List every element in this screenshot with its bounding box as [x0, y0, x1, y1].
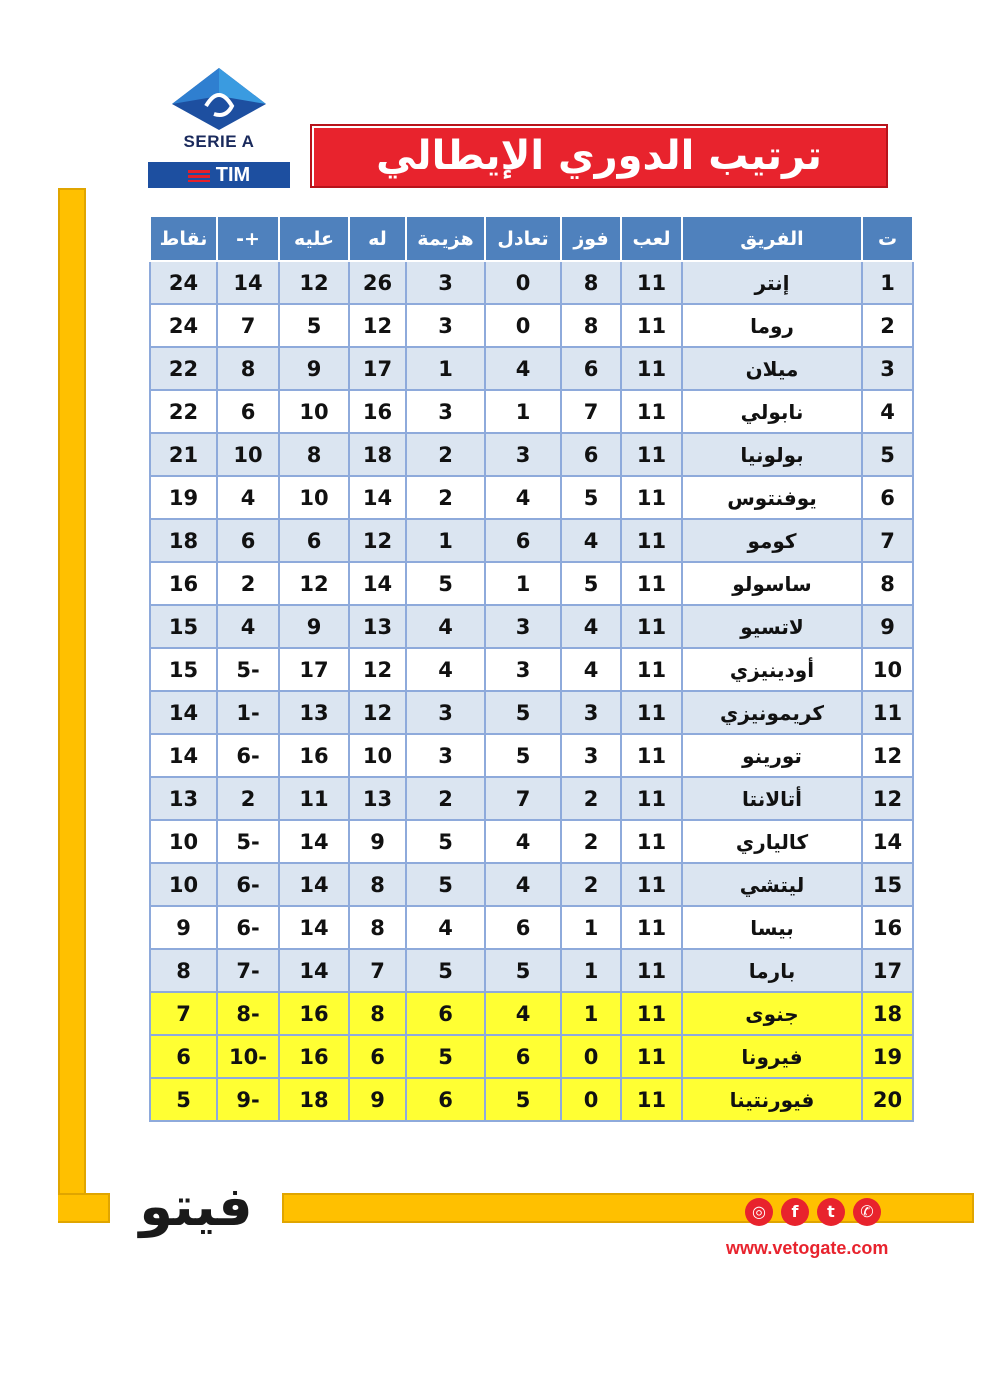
- cell-goals-for: 12: [349, 691, 406, 734]
- cell-played: 11: [621, 1078, 682, 1121]
- cell-won: 8: [561, 304, 621, 347]
- cell-played: 11: [621, 562, 682, 605]
- table-row: [150, 605, 913, 648]
- cell-drawn: 3: [485, 605, 561, 648]
- table-row: [150, 820, 913, 863]
- cell-lost: 6: [406, 1078, 485, 1121]
- cell-goals-for: 16: [349, 390, 406, 433]
- cell-points: 15: [150, 648, 217, 691]
- cell-played: 11: [621, 648, 682, 691]
- social-icons: [745, 1198, 881, 1226]
- cell-team: يوفنتوس: [682, 476, 862, 519]
- cell-lost: 3: [406, 261, 485, 304]
- cell-played: 11: [621, 863, 682, 906]
- cell-points: 13: [150, 777, 217, 820]
- serie-a-logo: [148, 66, 290, 190]
- cell-pos: 11: [862, 691, 913, 734]
- cell-pos: 15: [862, 863, 913, 906]
- cell-goal-difference: 4: [217, 605, 279, 648]
- header-won: فوز: [561, 216, 621, 261]
- table-row: [150, 906, 913, 949]
- cell-goal-difference: -5: [217, 648, 279, 691]
- table-row: [150, 777, 913, 820]
- cell-goal-difference: -10: [217, 1035, 279, 1078]
- header-drawn: تعادل: [485, 216, 561, 261]
- cell-pos: 8: [862, 562, 913, 605]
- cell-played: 11: [621, 777, 682, 820]
- cell-lost: 5: [406, 949, 485, 992]
- cell-goal-difference: -8: [217, 992, 279, 1035]
- cell-drawn: 5: [485, 1078, 561, 1121]
- header-played: لعب: [621, 216, 682, 261]
- cell-goals-for: 12: [349, 519, 406, 562]
- cell-played: 11: [621, 390, 682, 433]
- cell-points: 10: [150, 863, 217, 906]
- cell-won: 1: [561, 949, 621, 992]
- cell-won: 3: [561, 734, 621, 777]
- cell-goals-against: 9: [279, 347, 349, 390]
- cell-drawn: 4: [485, 863, 561, 906]
- cell-goals-for: 6: [349, 1035, 406, 1078]
- table-row: [150, 562, 913, 605]
- cell-played: 11: [621, 906, 682, 949]
- cell-lost: 6: [406, 992, 485, 1035]
- cell-goal-difference: -6: [217, 906, 279, 949]
- cell-goal-difference: -5: [217, 820, 279, 863]
- cell-points: 8: [150, 949, 217, 992]
- cell-played: 11: [621, 734, 682, 777]
- cell-goals-against: 18: [279, 1078, 349, 1121]
- cell-won: 6: [561, 433, 621, 476]
- cell-played: 11: [621, 433, 682, 476]
- table-row: [150, 476, 913, 519]
- cell-played: 11: [621, 476, 682, 519]
- cell-lost: 5: [406, 562, 485, 605]
- cell-goals-against: 14: [279, 906, 349, 949]
- header-pos: ت: [862, 216, 913, 261]
- cell-played: 11: [621, 261, 682, 304]
- table-row: [150, 691, 913, 734]
- whatsapp-icon[interactable]: ✆: [853, 1198, 881, 1226]
- cell-team: ميلان: [682, 347, 862, 390]
- cell-team: ليتشي: [682, 863, 862, 906]
- cell-team: كريمونيزي: [682, 691, 862, 734]
- table-row: [150, 519, 913, 562]
- cell-pos: 17: [862, 949, 913, 992]
- cell-drawn: 6: [485, 519, 561, 562]
- cell-goal-difference: -6: [217, 863, 279, 906]
- cell-team: كومو: [682, 519, 862, 562]
- cell-won: 5: [561, 562, 621, 605]
- cell-goals-for: 14: [349, 476, 406, 519]
- cell-drawn: 4: [485, 476, 561, 519]
- cell-won: 7: [561, 390, 621, 433]
- cell-goals-for: 7: [349, 949, 406, 992]
- cell-goals-for: 8: [349, 906, 406, 949]
- cell-goal-difference: 2: [217, 562, 279, 605]
- cell-drawn: 0: [485, 261, 561, 304]
- page-title: ترتيب الدوري الإيطالي: [376, 133, 822, 179]
- cell-goals-against: 17: [279, 648, 349, 691]
- cell-goals-against: 14: [279, 949, 349, 992]
- logo-sponsor-bar: [148, 162, 290, 188]
- cell-won: 6: [561, 347, 621, 390]
- cell-points: 9: [150, 906, 217, 949]
- cell-drawn: 0: [485, 304, 561, 347]
- cell-points: 6: [150, 1035, 217, 1078]
- title-banner: [310, 124, 888, 188]
- cell-team: نابولي: [682, 390, 862, 433]
- header-goal-difference: +-: [217, 216, 279, 261]
- cell-points: 14: [150, 691, 217, 734]
- cell-drawn: 3: [485, 433, 561, 476]
- facebook-icon[interactable]: f: [781, 1198, 809, 1226]
- cell-goals-against: 10: [279, 390, 349, 433]
- table-header-row: [150, 216, 913, 261]
- cell-pos: 4: [862, 390, 913, 433]
- table-row: [150, 734, 913, 777]
- cell-lost: 4: [406, 605, 485, 648]
- cell-goals-for: 8: [349, 863, 406, 906]
- cell-won: 2: [561, 820, 621, 863]
- cell-goals-for: 14: [349, 562, 406, 605]
- cell-pos: 19: [862, 1035, 913, 1078]
- cell-team: إنتر: [682, 261, 862, 304]
- standings-table: [149, 215, 914, 1122]
- veto-logo: فيتو: [139, 1175, 253, 1238]
- cell-played: 11: [621, 949, 682, 992]
- header-goals-against: عليه: [279, 216, 349, 261]
- cell-goals-against: 8: [279, 433, 349, 476]
- cell-pos: 16: [862, 906, 913, 949]
- cell-points: 10: [150, 820, 217, 863]
- decorative-frame-left: [58, 188, 86, 1223]
- cell-pos: 10: [862, 648, 913, 691]
- cell-points: 22: [150, 347, 217, 390]
- cell-team: فيورنتينا: [682, 1078, 862, 1121]
- header-goals-for: له: [349, 216, 406, 261]
- cell-played: 11: [621, 992, 682, 1035]
- cell-goals-for: 26: [349, 261, 406, 304]
- cell-played: 11: [621, 304, 682, 347]
- cell-team: بارما: [682, 949, 862, 992]
- cell-lost: 2: [406, 777, 485, 820]
- cell-goals-for: 13: [349, 605, 406, 648]
- website-link[interactable]: www.vetogate.com: [726, 1238, 889, 1258]
- cell-goals-for: 9: [349, 1078, 406, 1121]
- cell-lost: 3: [406, 691, 485, 734]
- cell-team: لاتسيو: [682, 605, 862, 648]
- cell-won: 0: [561, 1035, 621, 1078]
- cell-lost: 5: [406, 863, 485, 906]
- cell-pos: 5: [862, 433, 913, 476]
- cell-won: 3: [561, 691, 621, 734]
- cell-drawn: 1: [485, 390, 561, 433]
- table-row: [150, 648, 913, 691]
- cell-goals-against: 14: [279, 820, 349, 863]
- cell-points: 5: [150, 1078, 217, 1121]
- cell-pos: 7: [862, 519, 913, 562]
- cell-goals-against: 6: [279, 519, 349, 562]
- cell-goal-difference: -7: [217, 949, 279, 992]
- cell-goals-against: 16: [279, 734, 349, 777]
- table-row: [150, 863, 913, 906]
- cell-lost: 2: [406, 433, 485, 476]
- cell-points: 16: [150, 562, 217, 605]
- table-row: [150, 261, 913, 304]
- cell-goals-for: 18: [349, 433, 406, 476]
- cell-won: 2: [561, 777, 621, 820]
- cell-goals-against: 10: [279, 476, 349, 519]
- cell-drawn: 4: [485, 820, 561, 863]
- cell-goal-difference: 10: [217, 433, 279, 476]
- cell-points: 14: [150, 734, 217, 777]
- cell-drawn: 6: [485, 1035, 561, 1078]
- table-row: [150, 347, 913, 390]
- cell-goal-difference: 6: [217, 519, 279, 562]
- cell-lost: 2: [406, 476, 485, 519]
- cell-goals-for: 12: [349, 304, 406, 347]
- cell-goals-against: 16: [279, 1035, 349, 1078]
- cell-pos: 12: [862, 734, 913, 777]
- cell-points: 24: [150, 261, 217, 304]
- cell-team: أتالانتا: [682, 777, 862, 820]
- cell-goals-against: 12: [279, 562, 349, 605]
- cell-played: 11: [621, 605, 682, 648]
- table-row: [150, 304, 913, 347]
- cell-team: فيرونا: [682, 1035, 862, 1078]
- cell-drawn: 7: [485, 777, 561, 820]
- table-row: [150, 949, 913, 992]
- cell-points: 21: [150, 433, 217, 476]
- cell-goals-against: 11: [279, 777, 349, 820]
- cell-goals-against: 13: [279, 691, 349, 734]
- cell-pos: 14: [862, 820, 913, 863]
- cell-team: بولونيا: [682, 433, 862, 476]
- cell-won: 2: [561, 863, 621, 906]
- cell-played: 11: [621, 347, 682, 390]
- logo-sponsor-text: TIM: [215, 164, 251, 186]
- cell-goals-against: 9: [279, 605, 349, 648]
- cell-team: جنوى: [682, 992, 862, 1035]
- cell-goal-difference: 7: [217, 304, 279, 347]
- cell-drawn: 5: [485, 691, 561, 734]
- cell-pos: 9: [862, 605, 913, 648]
- cell-lost: 1: [406, 519, 485, 562]
- instagram-icon[interactable]: ◎: [745, 1198, 773, 1226]
- cell-goals-for: 8: [349, 992, 406, 1035]
- table-row: [150, 1035, 913, 1078]
- cell-points: 19: [150, 476, 217, 519]
- cell-pos: 1: [862, 261, 913, 304]
- cell-drawn: 6: [485, 906, 561, 949]
- cell-drawn: 1: [485, 562, 561, 605]
- cell-pos: 3: [862, 347, 913, 390]
- cell-goal-difference: 2: [217, 777, 279, 820]
- cell-won: 4: [561, 648, 621, 691]
- cell-pos: 20: [862, 1078, 913, 1121]
- cell-points: 7: [150, 992, 217, 1035]
- cell-drawn: 5: [485, 734, 561, 777]
- cell-lost: 1: [406, 347, 485, 390]
- twitter-icon[interactable]: t: [817, 1198, 845, 1226]
- cell-team: روما: [682, 304, 862, 347]
- cell-lost: 4: [406, 906, 485, 949]
- cell-goal-difference: 8: [217, 347, 279, 390]
- logo-brand-text: SERIE A: [183, 132, 255, 151]
- serie-a-emblem-icon: [148, 66, 290, 132]
- cell-goals-for: 13: [349, 777, 406, 820]
- cell-goals-against: 16: [279, 992, 349, 1035]
- cell-drawn: 3: [485, 648, 561, 691]
- cell-drawn: 4: [485, 992, 561, 1035]
- cell-goals-for: 9: [349, 820, 406, 863]
- table-row: [150, 992, 913, 1035]
- cell-won: 5: [561, 476, 621, 519]
- cell-points: 15: [150, 605, 217, 648]
- cell-goals-against: 12: [279, 261, 349, 304]
- table-row: [150, 390, 913, 433]
- cell-points: 24: [150, 304, 217, 347]
- cell-points: 18: [150, 519, 217, 562]
- cell-team: بيسا: [682, 906, 862, 949]
- cell-played: 11: [621, 519, 682, 562]
- cell-points: 22: [150, 390, 217, 433]
- cell-played: 11: [621, 820, 682, 863]
- header-team: الفريق: [682, 216, 862, 261]
- table-row: [150, 1078, 913, 1121]
- cell-goal-difference: 6: [217, 390, 279, 433]
- cell-goal-difference: -9: [217, 1078, 279, 1121]
- cell-lost: 5: [406, 820, 485, 863]
- cell-pos: 18: [862, 992, 913, 1035]
- cell-won: 1: [561, 992, 621, 1035]
- cell-goal-difference: -6: [217, 734, 279, 777]
- header-points: نقاط: [150, 216, 217, 261]
- cell-team: أودينيزي: [682, 648, 862, 691]
- cell-won: 0: [561, 1078, 621, 1121]
- cell-won: 4: [561, 519, 621, 562]
- cell-goal-difference: 4: [217, 476, 279, 519]
- standings-body: [150, 261, 913, 1121]
- cell-drawn: 4: [485, 347, 561, 390]
- tim-stripes-icon: [188, 170, 210, 182]
- cell-goals-for: 17: [349, 347, 406, 390]
- cell-pos: 2: [862, 304, 913, 347]
- cell-team: ساسولو: [682, 562, 862, 605]
- cell-played: 11: [621, 691, 682, 734]
- cell-lost: 3: [406, 390, 485, 433]
- cell-goals-against: 14: [279, 863, 349, 906]
- cell-pos: 6: [862, 476, 913, 519]
- cell-lost: 3: [406, 734, 485, 777]
- cell-goals-for: 10: [349, 734, 406, 777]
- decorative-frame-bottom-left: [58, 1193, 110, 1223]
- cell-team: تورينو: [682, 734, 862, 777]
- cell-won: 1: [561, 906, 621, 949]
- cell-goals-against: 5: [279, 304, 349, 347]
- cell-lost: 4: [406, 648, 485, 691]
- header-lost: هزيمة: [406, 216, 485, 261]
- cell-goal-difference: 14: [217, 261, 279, 304]
- cell-pos: 12: [862, 777, 913, 820]
- cell-goals-for: 12: [349, 648, 406, 691]
- cell-won: 4: [561, 605, 621, 648]
- cell-won: 8: [561, 261, 621, 304]
- cell-team: كالياري: [682, 820, 862, 863]
- cell-lost: 3: [406, 304, 485, 347]
- cell-goal-difference: -1: [217, 691, 279, 734]
- table-row: [150, 433, 913, 476]
- cell-drawn: 5: [485, 949, 561, 992]
- cell-played: 11: [621, 1035, 682, 1078]
- cell-lost: 5: [406, 1035, 485, 1078]
